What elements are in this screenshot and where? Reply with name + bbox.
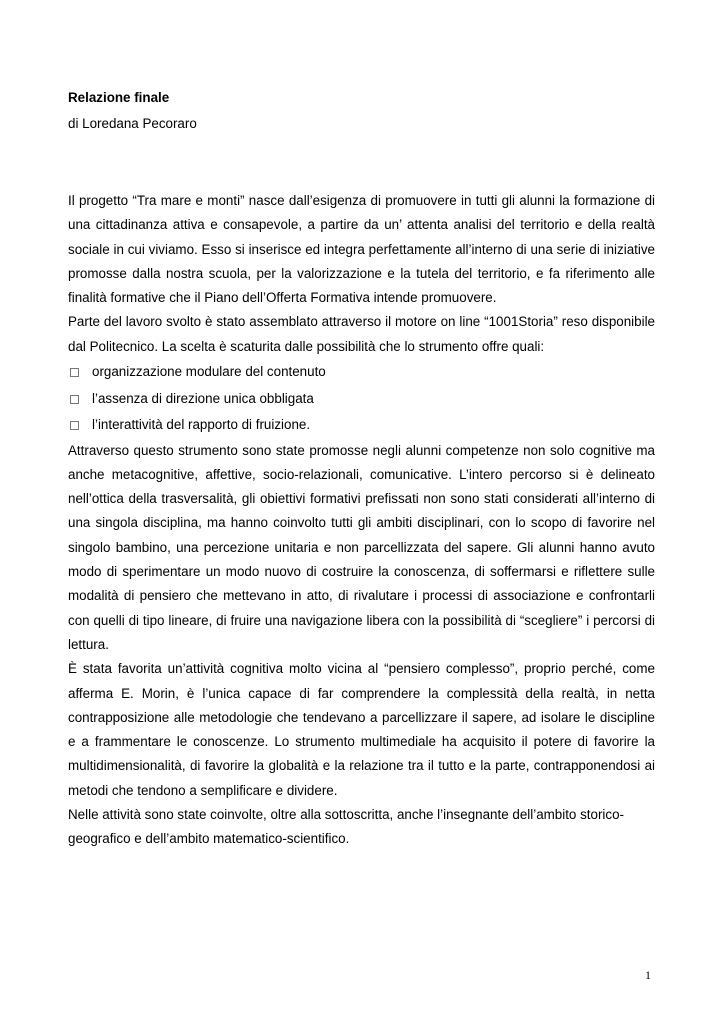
paragraph-complex-thought: È stata favorita un’attività cognitiva molto vicina al “pensiero complesso”, proprio perché, come afferma E. Morin, è l’unica capace di far comprendere la complessità della realtà, in netta contrapposizione alle metodologie che tendevano a parcellizzare il sapere, ad isolare le discipline e a frammentare le conoscenze. Lo strumento multimediale ha acquisito il potere di favorire la multidimensionalità, di favorire la globalità e la relazione tra il tutto e la parte, contrapponendosi ai metodi che tendono a semplificare e dividere. xyxy=(68,661,655,798)
paragraph-competences: Attraverso questo strumento sono state promosse negli alunni competenze non solo cognitive ma anche metacognitive, affettive, socio-relazionali, comunicative. L’intero percorso si è delineato nell’ottica della trasversalità, gli obiettivi formativi prefissati non sono stati considerati all’interno di una singola disciplina, ma hanno coinvolto tutti gli ambiti disciplinari, con lo scopo di favorire nel singolo bambino, una percezione unitaria e non parcellizzata del sapere. Gli alunni hanno avuto modo di sperimentare un modo nuovo di costruire la conoscenza, di soffermarsi e riflettere sulle modalità di pensiero che mettevano in atto, di rivalutare i processi di associazione e confrontarli con quelli di tipo lineare, di fruire una navigazione libera con la possibilità di “scegliere” i percorsi di lettura. xyxy=(68,442,655,652)
paragraph-tool: Parte del lavoro svolto è stato assemblato attraverso il motore on line “1001Storia” reso disponibile dal Politecnico. La scelta è scaturita dalle possibilità che lo strumento offre quali: xyxy=(68,314,655,354)
feature-list xyxy=(68,359,655,439)
list-item xyxy=(68,386,655,413)
document-author: di Loredana Pecoraro xyxy=(68,116,197,131)
page-number: 1 xyxy=(645,968,651,982)
bullet-box-icon xyxy=(70,368,79,377)
document-title: Relazione finale xyxy=(68,90,170,105)
bullet-box-icon xyxy=(70,395,79,404)
list-item-text: l’interattività del rapporto di fruizione. xyxy=(92,417,311,433)
list-item-text: l’assenza di direzione unica obbligata xyxy=(92,390,314,406)
list-item-text: organizzazione modulare del contenuto xyxy=(92,364,326,380)
list-item xyxy=(68,359,655,386)
list-item xyxy=(68,412,655,439)
paragraph-teachers: Nelle attività sono state coinvolte, oltre alla sottoscritta, anche l’insegnante dell’ambito storico-geografico e dell’ambito matematico-scientifico. xyxy=(68,807,624,847)
bullet-box-icon xyxy=(70,421,79,430)
document-body xyxy=(68,189,655,852)
paragraph-intro: Il progetto “Tra mare e monti” nasce dall’esigenza di promuovere in tutti gli alunni la formazione di una cittadinanza attiva e consapevole, a partire da un’ attenta analisi del territorio e della realtà sociale in cui viviamo. Esso si inserisce ed integra perfettamente all’interno di una serie di iniziative promosse dalla nostra scuola, per la valorizzazione e la tutela del territorio, e fa riferimento alle finalità formative che il Piano dell’Offerta Formativa intende promuovere. xyxy=(68,193,655,306)
